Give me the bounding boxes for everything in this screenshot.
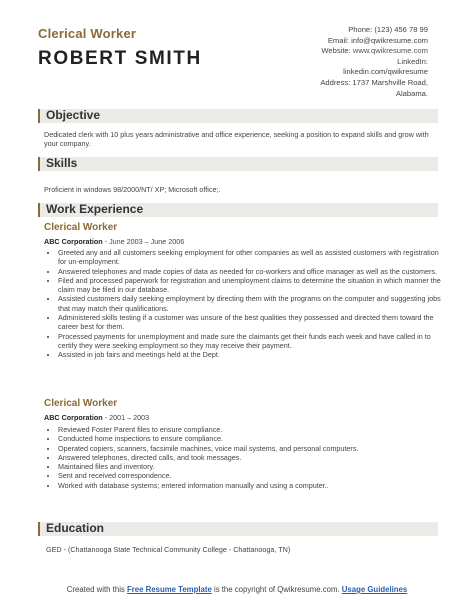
contact-address-line1: Address: 1737 Marshville Road, [320, 77, 428, 87]
website-link[interactable]: www.qwikresume.com [352, 46, 428, 56]
list-item: • Conducted home inspections to ensure compliance. [58, 434, 443, 443]
contact-email: Email: info@qwikresume.com [327, 35, 428, 45]
education-text: GED - (Chattanooga State Technical Community College - Chattanooga, TN) [46, 545, 291, 554]
education-section-bar [38, 522, 438, 536]
footer [40, 584, 434, 595]
work-experience-section-bar [38, 203, 438, 217]
person-name: ROBERT SMITH [38, 48, 202, 69]
job-1-dates: - June 2003 – June 2006 [102, 237, 185, 246]
job-2-dates: - 2001 – 2003 [102, 413, 150, 422]
list-item: • Administered skills testing if a customer was unsure of the best qualities they possessed and directed them toward the career best for them. [58, 313, 443, 332]
list-item: • Processed payments for unemployment and made sure the claimants get their funds each week and have called in to certify they were seeking employment so they may receive their payment. [58, 332, 443, 351]
list-item: • Greeted any and all customers seeking employment for other companies as well as assisted customers with registration for un-employment. [58, 248, 443, 267]
contact-phone: Phone: (123) 456 78 99 [348, 25, 428, 34]
website-label: Website: [321, 46, 353, 56]
footer-prefix: Created with this [66, 585, 127, 594]
job-1-company: ABC Corporation [44, 237, 103, 246]
skills-text: Proficient in windows 98/2000/NT/ XP; Microsoft office;. [44, 185, 221, 194]
list-item: • Assisted in job fairs and meetings held at the Dept. [58, 350, 443, 359]
contact-block [238, 25, 428, 99]
job-2-title: Clerical Worker [44, 398, 118, 409]
contact-linkedin-url[interactable]: linkedin.com/qwikresume [343, 67, 428, 77]
contact-website [238, 46, 428, 57]
list-item: • Sent and received correspondence. [58, 471, 443, 480]
free-resume-template-link[interactable]: Free Resume Template [127, 585, 212, 594]
job-2-company: ABC Corporation [44, 413, 103, 422]
list-item: • Worked with database systems; entered information manually and using a computer.. [58, 481, 443, 490]
list-item: • Answered telephones and made copies of data as needed for co-workers and office manager as well as the customers. [58, 267, 443, 276]
job-1-title: Clerical Worker [44, 222, 118, 233]
job-1-bullets [44, 248, 443, 360]
contact-linkedin-label: LinkedIn: [397, 56, 428, 66]
list-item: • Assisted customers daily seeking employment by directing them with the programs on the computer and suggesting jobs that may match their qualifications. [58, 294, 443, 313]
list-item: • Operated copiers, scanners, facsimile machines, voice mail systems, and personal computers. [58, 444, 443, 453]
work-experience-heading: Work Experience [46, 202, 144, 216]
list-item: • Reviewed Foster Parent files to ensure compliance. [58, 425, 443, 434]
footer-middle: is the copyright of Qwikresume.com. [211, 585, 342, 594]
job-2-bullets [44, 425, 443, 490]
job-2-company-line [44, 413, 149, 422]
usage-guidelines-link[interactable]: Usage Guidelines [341, 585, 408, 594]
objective-heading: Objective [46, 108, 101, 122]
list-item: • Filed and processed paperwork for registration and unemployment claims to determine the situation in which manner the claim may be filed in our database. [58, 276, 443, 295]
skills-heading: Skills [46, 156, 78, 170]
resume-job-title: Clerical Worker [38, 26, 137, 41]
education-heading: Education [46, 521, 105, 535]
contact-address-line2: Alabama. [395, 88, 428, 98]
job-1-company-line [44, 237, 184, 246]
list-item: • Answered telephones, directed calls, and took messages. [58, 453, 443, 462]
list-item: • Maintained files and inventory. [58, 462, 443, 471]
objective-text: Dedicated clerk with 10 plus years administrative and office experience, seeking a position to expand skills and grow with your company. [44, 130, 429, 149]
objective-section-bar [38, 109, 438, 123]
skills-section-bar [38, 157, 438, 171]
